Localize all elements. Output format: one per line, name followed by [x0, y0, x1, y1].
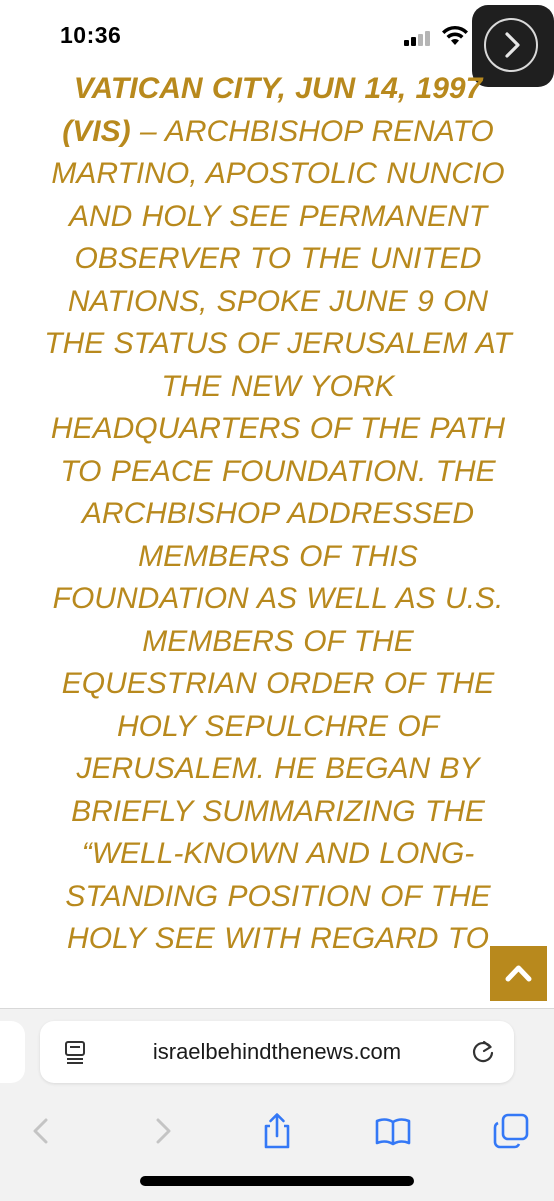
- bookmarks-icon[interactable]: [373, 1111, 413, 1151]
- chevron-up-icon: [490, 946, 547, 1001]
- article-source-tag: (VIS): [62, 114, 131, 148]
- address-bar[interactable]: [40, 1021, 514, 1083]
- share-icon[interactable]: [257, 1111, 297, 1151]
- back-arrow-icon[interactable]: [22, 1111, 62, 1151]
- reload-icon[interactable]: [470, 1038, 496, 1066]
- status-time: 10:36: [60, 22, 122, 48]
- bottom-toolbar: [0, 1101, 554, 1161]
- article-content: [0, 60, 554, 1005]
- article-text: [0, 60, 554, 961]
- url-text: israelbehindthenews.com: [152, 1039, 402, 1064]
- wifi-icon: [441, 25, 469, 47]
- article-body: – ARCHBISHOP RENATO MARTINO, APOSTOLIC NUNCIO AND HOLY SEE PERMANENT OBSERVER TO THE UNITED NATIONS, SPOKE JUNE 9 ON THE STATUS OF JERUSALEM AT THE NEW YORK HEADQUARTERS OF THE PATH TO PEACE FOUNDATION. THE ARCHBISHOP ADDRESSED MEMBERS OF THIS FOUNDATION AS WELL AS U.S. MEMBERS OF THE EQUESTRIAN ORDER OF THE HOLY SEPULCHRE OF JERUSALEM. HE BEGAN BY BRIEFLY SUMMARIZING THE “WELL-KNOWN AND LONG-STANDING POSITION OF THE HOLY SEE WITH REGARD TO: [44, 114, 512, 955]
- tabs-icon[interactable]: [491, 1111, 531, 1151]
- cellular-signal-icon: [404, 30, 434, 46]
- scroll-to-top-button[interactable]: [490, 946, 547, 1001]
- article-dateline: VATICAN CITY, JUN 14, 1997: [73, 72, 483, 105]
- browser-bar: [0, 1008, 554, 1201]
- status-bar: [0, 0, 554, 60]
- forward-arrow-icon[interactable]: [142, 1111, 182, 1151]
- previous-tab-preview[interactable]: [0, 1021, 25, 1083]
- home-indicator: [140, 1176, 414, 1186]
